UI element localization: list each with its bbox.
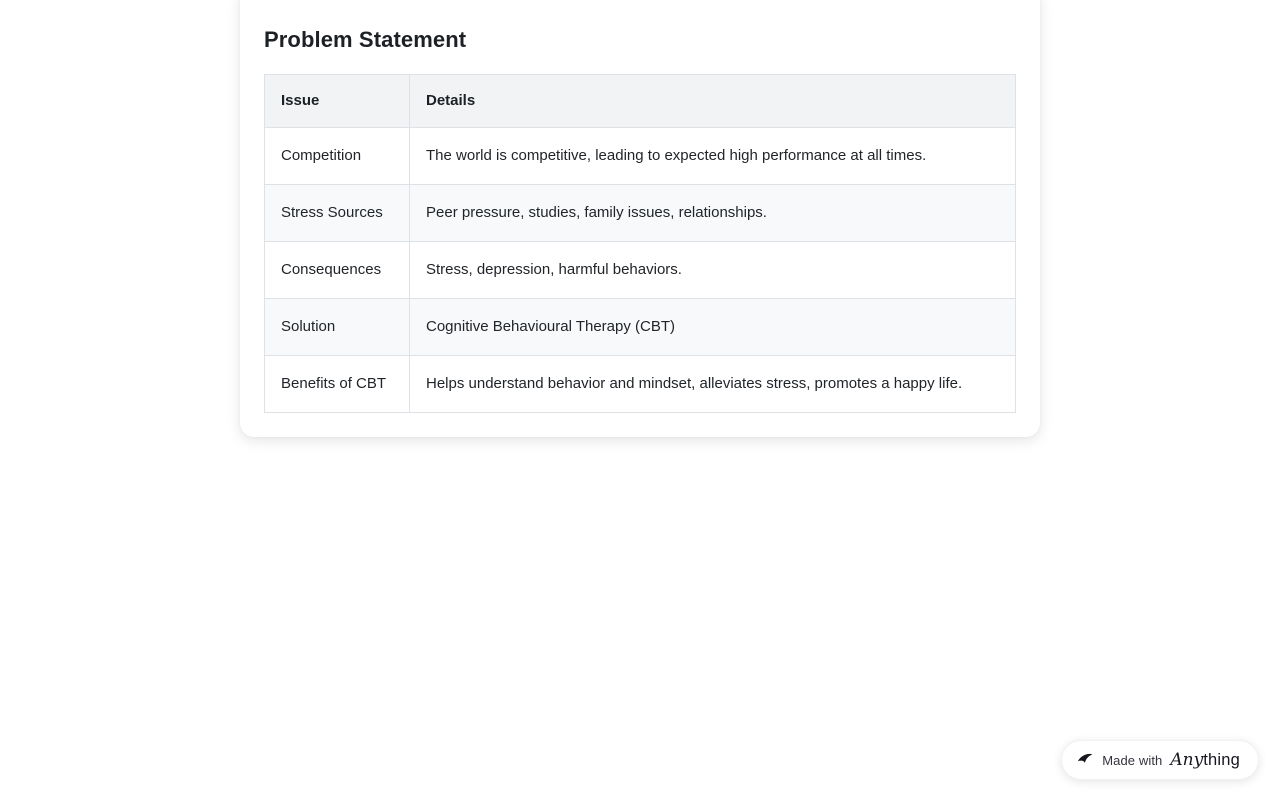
made-with-label: Made with: [1102, 752, 1163, 768]
issue-cell: Solution: [265, 299, 410, 356]
table-row: [265, 242, 1016, 299]
brand-regular-part: thing: [1203, 751, 1240, 769]
table-row: [265, 128, 1016, 185]
brand-italic-part: Any: [1170, 750, 1204, 770]
issue-cell: Competition: [265, 128, 410, 185]
column-header-details: Details: [410, 75, 1016, 128]
issue-cell: Benefits of CBT: [265, 356, 410, 413]
issue-cell: Consequences: [265, 242, 410, 299]
anything-brand-text: [1170, 751, 1240, 769]
issue-cell: Stress Sources: [265, 185, 410, 242]
details-cell: Cognitive Behavioural Therapy (CBT): [410, 299, 1016, 356]
details-cell: Helps understand behavior and mindset, alleviates stress, promotes a happy life.: [410, 356, 1016, 413]
details-cell: The world is competitive, leading to expected high performance at all times.: [410, 128, 1016, 185]
details-cell: Peer pressure, studies, family issues, relationships.: [410, 185, 1016, 242]
table-header-row: [265, 75, 1016, 128]
table-row: [265, 356, 1016, 413]
anything-bird-logo-icon: [1076, 751, 1094, 769]
table-row: [265, 299, 1016, 356]
table-row: [265, 185, 1016, 242]
column-header-issue: Issue: [265, 75, 410, 128]
problem-statement-table: [264, 74, 1016, 413]
page-title: Problem Statement: [264, 27, 467, 52]
made-with-anything-badge[interactable]: [1061, 740, 1259, 780]
details-cell: Stress, depression, harmful behaviors.: [410, 242, 1016, 299]
problem-statement-card: [240, 0, 1040, 437]
